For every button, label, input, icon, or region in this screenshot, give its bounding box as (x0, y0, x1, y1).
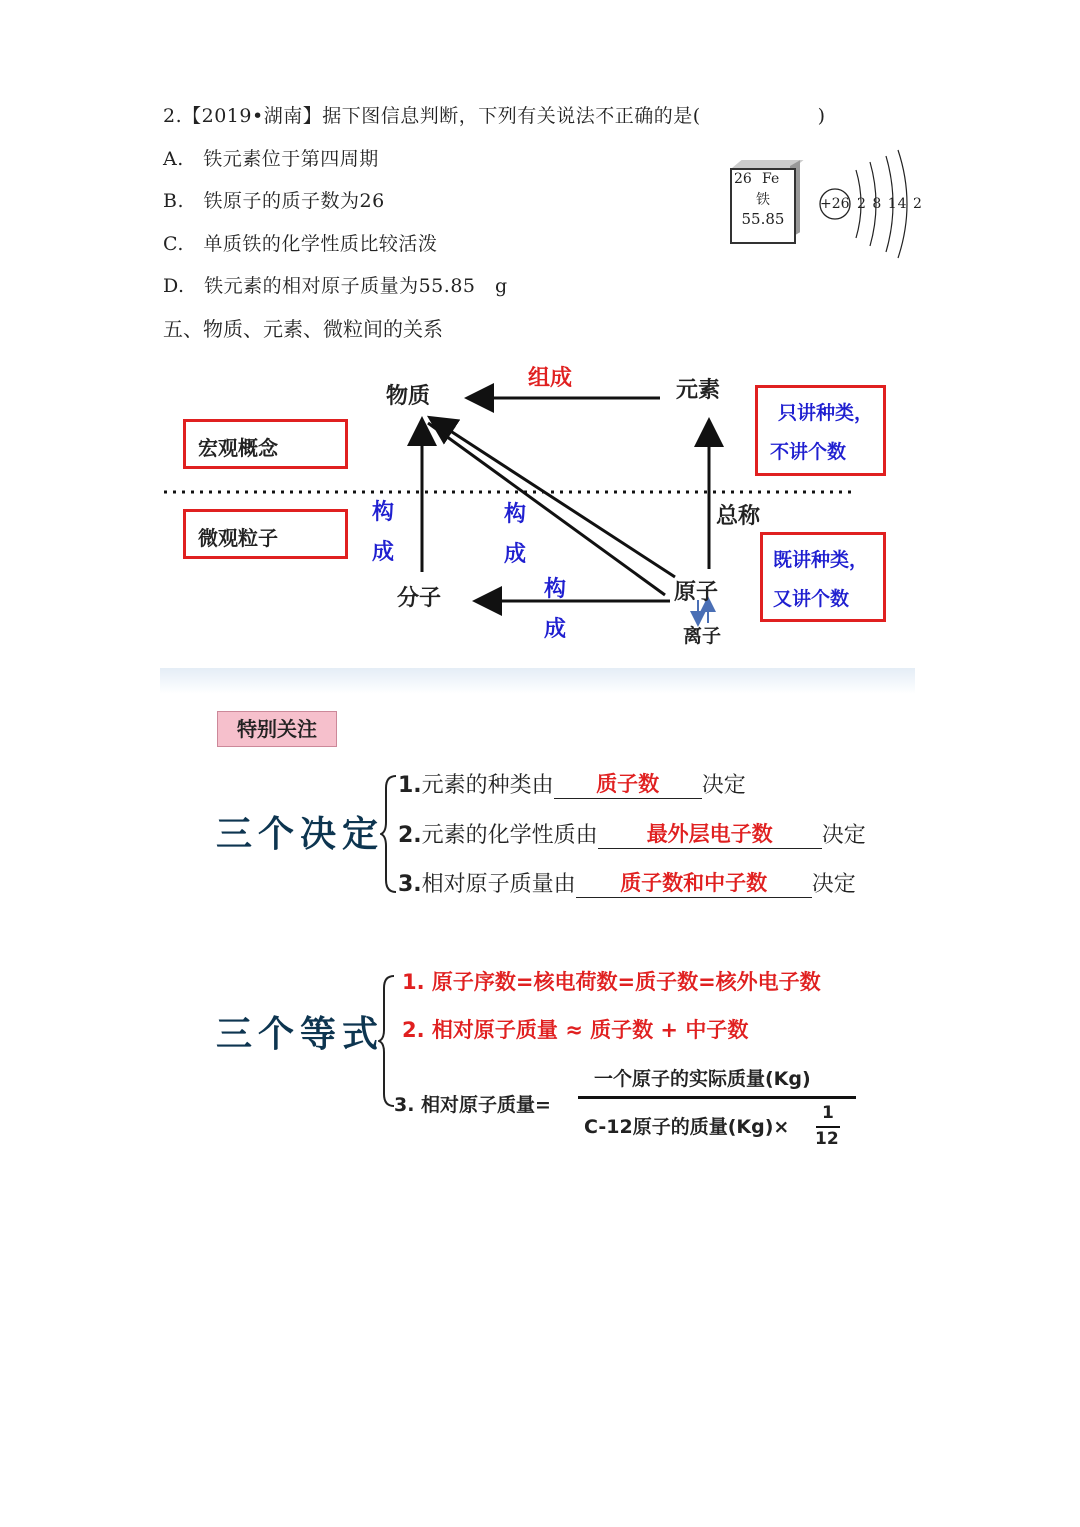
element-note-box (755, 385, 886, 476)
general-label: 总称 (716, 504, 761, 529)
fraction-bar (578, 1096, 856, 1099)
option-d: D. 铁元素的相对原子质量为55.85 g (163, 275, 508, 297)
equation-3-denominator: C-12原子的质量(Kg)× (584, 1116, 790, 1138)
equation-2: 2. 相对原子质量 ≈ 质子数 + 中子数 (402, 1018, 749, 1042)
decision-2-suffix: 决定 (821, 823, 866, 848)
matter-label: 物质 (386, 384, 431, 409)
decision-2-fill: 最外层电子数 (646, 822, 773, 846)
section-title: 五、物质、元素、微粒间的关系 (163, 317, 443, 341)
element-number: 26 (734, 171, 752, 187)
option-b: B. 铁原子的质子数为26 (163, 190, 385, 212)
constitute-left-2: 成 (372, 540, 395, 565)
decision-1-text: 元素的种类由 (421, 773, 554, 798)
atom-note-line1: 既讲种类， (773, 549, 869, 571)
constitute-left-1: 构 (372, 500, 395, 525)
decision-1-prefix: 1. (398, 773, 422, 798)
decisions-brace (380, 774, 400, 894)
decision-2-prefix: 2. (398, 823, 422, 848)
constitute-bottom-2: 成 (544, 617, 567, 642)
element-card (730, 168, 796, 244)
option-a: A. 铁元素位于第四周期 (163, 148, 379, 170)
decision-2-text: 元素的化学性质由 (421, 823, 598, 848)
equation-1: 1. 原子序数=核电荷数=质子数=核外电子数 (402, 970, 821, 994)
element-mass: 55.85 (741, 210, 785, 228)
nucleus-charge: +26 (820, 196, 850, 212)
decision-3-text: 相对原子质量由 (421, 872, 576, 897)
constitute-mid-2: 成 (504, 542, 527, 567)
ion-label: 离子 (683, 625, 722, 647)
decision-3 (398, 867, 856, 898)
macro-label: 宏观概念 (198, 436, 278, 460)
element-label: 元素 (676, 378, 721, 403)
fraction-bottom: 12 (815, 1129, 839, 1149)
decision-3-fill: 质子数和中子数 (620, 871, 768, 895)
macro-box (183, 419, 348, 469)
decision-3-prefix: 3. (398, 872, 422, 897)
decisions-title: 三个决定 (216, 813, 385, 855)
constitute-mid-1: 构 (504, 502, 527, 527)
small-fraction-bar (816, 1126, 840, 1128)
decision-1 (398, 768, 746, 799)
decision-3-suffix: 决定 (811, 872, 856, 897)
decision-2 (398, 818, 866, 849)
decision-1-suffix: 决定 (701, 773, 746, 798)
equations-title: 三个等式 (216, 1013, 385, 1055)
micro-label: 微观粒子 (198, 526, 278, 550)
element-symbol: Fe (762, 171, 780, 187)
decision-1-fill: 质子数 (596, 772, 660, 796)
option-c: C. 单质铁的化学性质比较活泼 (163, 233, 438, 255)
element-note-line1: 只讲种类， (778, 402, 874, 424)
relationship-diagram (160, 357, 915, 647)
equation-3-numerator: 一个原子的实际质量(Kg) (594, 1068, 811, 1090)
atom-note-box (760, 532, 886, 622)
focus-tag: 特别关注 (217, 711, 337, 747)
equations-brace (378, 974, 398, 1108)
electron-shells: 2 8 14 2 (857, 196, 923, 212)
molecule-label: 分子 (397, 586, 442, 611)
micro-box (183, 509, 348, 559)
equation-3-label: 3. 相对原子质量= (394, 1094, 551, 1116)
fraction-top: 1 (822, 1103, 834, 1123)
compose-label: 组成 (528, 366, 573, 391)
constitute-bottom-1: 构 (544, 577, 567, 602)
slide-header-band (160, 668, 915, 694)
element-name: 铁 (756, 192, 770, 208)
atom-label: 原子 (674, 580, 719, 605)
atom-note-line2: 又讲个数 (773, 588, 850, 610)
element-note-line2: 不讲个数 (770, 441, 847, 463)
question-stem: 2.【2019•湖南】据下图信息判断，下列有关说法不正确的是( ) (163, 105, 826, 127)
